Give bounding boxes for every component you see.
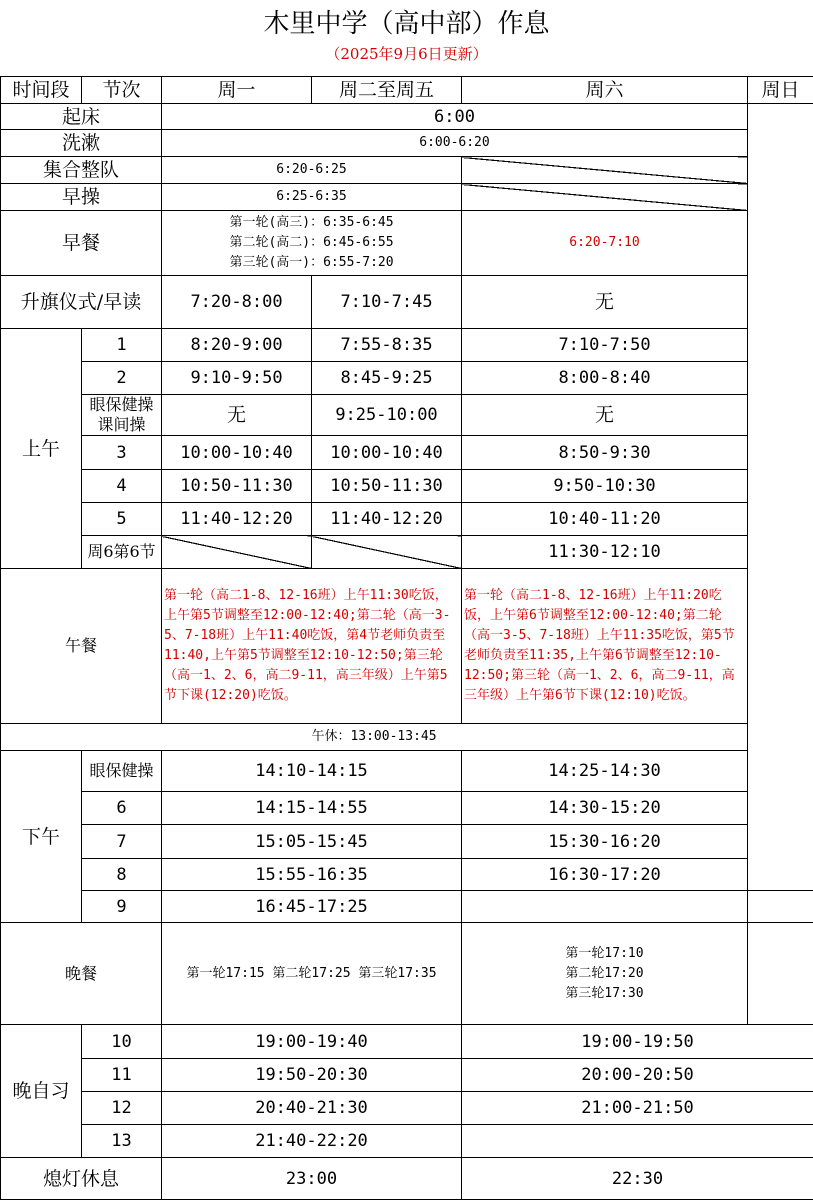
lesson-number: 8 bbox=[82, 859, 162, 891]
row-label-assembly: 集合整队 bbox=[1, 157, 162, 184]
header-period: 时间段 bbox=[1, 77, 82, 104]
eve-weekday: 19:50-20:30 bbox=[162, 1059, 462, 1092]
lesson-sat: 无 bbox=[462, 395, 748, 436]
flag-mon: 7:20-8:00 bbox=[162, 276, 312, 329]
header-tue-fri: 周二至周五 bbox=[312, 77, 462, 104]
pm-weekday: 15:55-16:35 bbox=[162, 859, 462, 891]
lesson-sat: 8:50-9:30 bbox=[462, 436, 748, 470]
lesson-sat: 8:00-8:40 bbox=[462, 362, 748, 395]
row-label-lunch: 午餐 bbox=[1, 569, 162, 724]
schedule-table bbox=[0, 76, 813, 1200]
row-label-wash: 洗漱 bbox=[1, 130, 162, 157]
lunch-weekday-note: 第一轮（高二1-8、12-16班）上午11:30吃饭，上午第5节调整至12:00-12:40;第二轮（高一3-5、7-18班）上午11:40吃饭，第4节老师负责至11:40,上午第5节调整至12:10-12:50;第三轮（高一1、2、6，高二9-11，高三年级）上午第5节下课(12:20)吃饭。 bbox=[162, 569, 462, 724]
lesson-mon: 10:50-11:30 bbox=[162, 470, 312, 503]
page-title: 木里中学（高中部）作息 bbox=[263, 9, 550, 39]
exercise-sat-empty bbox=[462, 184, 748, 211]
lesson-number: 4 bbox=[82, 470, 162, 503]
lesson-mon-empty bbox=[162, 536, 312, 569]
update-date: （2025年9月6日更新） bbox=[325, 45, 488, 63]
lesson-mon: 9:10-9:50 bbox=[162, 362, 312, 395]
eye-exercise-label: 眼保健操 bbox=[89, 395, 154, 414]
lesson-sat: 7:10-7:50 bbox=[462, 329, 748, 362]
dinner-sat bbox=[462, 923, 748, 1025]
flag-sat: 无 bbox=[462, 276, 748, 329]
pm-sat-empty bbox=[462, 891, 748, 923]
pm-weekday: 14:10-14:15 bbox=[162, 751, 462, 792]
assembly-sat-empty bbox=[462, 157, 748, 184]
dinner-sat-round-3: 第三轮17:30 bbox=[565, 985, 644, 1001]
pm-sat: 14:25-14:30 bbox=[462, 751, 748, 792]
header-sun: 周日 bbox=[748, 77, 813, 104]
lesson-number: 12 bbox=[82, 1092, 162, 1125]
lesson-number: 2 bbox=[82, 362, 162, 395]
pm-sat: 14:30-15:20 bbox=[462, 792, 748, 825]
lesson-number: 3 bbox=[82, 436, 162, 470]
sunday-empty bbox=[748, 891, 813, 923]
row-label-evening: 晚自习 bbox=[1, 1025, 82, 1158]
lesson-tue-fri: 7:55-8:35 bbox=[312, 329, 462, 362]
lesson-tue-fri-empty bbox=[312, 536, 462, 569]
eve-weekday: 21:40-22:20 bbox=[162, 1125, 462, 1158]
row-label-exercise: 早操 bbox=[1, 184, 162, 211]
eve-sat: 19:00-19:50 bbox=[462, 1025, 813, 1059]
lesson-sat: 11:30-12:10 bbox=[462, 536, 748, 569]
row-label-morning: 上午 bbox=[1, 329, 82, 569]
eve-weekday: 19:00-19:40 bbox=[162, 1025, 462, 1059]
lesson-mon: 11:40-12:20 bbox=[162, 503, 312, 536]
nap-time: 午休：13:00-13:45 bbox=[1, 724, 748, 751]
lesson-number: 5 bbox=[82, 503, 162, 536]
row-label-lights-out: 熄灯休息 bbox=[1, 1158, 162, 1200]
lesson-tue-fri: 9:25-10:00 bbox=[312, 395, 462, 436]
pm-weekday: 14:15-14:55 bbox=[162, 792, 462, 825]
header-sat: 周六 bbox=[462, 77, 748, 104]
exercise-time: 6:25-6:35 bbox=[162, 184, 462, 211]
row-label-breakfast: 早餐 bbox=[1, 211, 162, 276]
assembly-time: 6:20-6:25 bbox=[162, 157, 462, 184]
lesson-mon: 无 bbox=[162, 395, 312, 436]
sat-lesson-6-label: 周6第6节 bbox=[82, 536, 162, 569]
lesson-mon: 10:00-10:40 bbox=[162, 436, 312, 470]
lesson-tue-fri: 11:40-12:20 bbox=[312, 503, 462, 536]
lesson-tue-fri: 8:45-9:25 bbox=[312, 362, 462, 395]
lesson-number: 1 bbox=[82, 329, 162, 362]
eye-exercise-break-label bbox=[82, 395, 162, 436]
header-session: 节次 bbox=[82, 77, 162, 104]
row-label-dinner: 晚餐 bbox=[1, 923, 162, 1025]
breakfast-weekday bbox=[162, 211, 462, 276]
lesson-sat: 9:50-10:30 bbox=[462, 470, 748, 503]
eve-sat: 20:00-20:50 bbox=[462, 1059, 813, 1092]
break-exercise-label: 课间操 bbox=[97, 415, 146, 434]
wash-time: 6:00-6:20 bbox=[162, 130, 748, 157]
lesson-number: 13 bbox=[82, 1125, 162, 1158]
breakfast-sat: 6:20-7:10 bbox=[462, 211, 748, 276]
lesson-number: 7 bbox=[82, 825, 162, 859]
dinner-weekday: 第一轮17:15 第二轮17:25 第三轮17:35 bbox=[162, 923, 462, 1025]
wakeup-time: 6:00 bbox=[162, 104, 748, 130]
eve-sat-empty bbox=[462, 1125, 813, 1158]
lesson-number: 6 bbox=[82, 792, 162, 825]
eve-weekday: 20:40-21:30 bbox=[162, 1092, 462, 1125]
eye-exercise-pm-label: 眼保健操 bbox=[82, 751, 162, 792]
sunday-empty bbox=[748, 923, 813, 1025]
lesson-tue-fri: 10:50-11:30 bbox=[312, 470, 462, 503]
dinner-sat-round-1: 第一轮17:10 bbox=[565, 945, 644, 961]
pm-weekday: 16:45-17:25 bbox=[162, 891, 462, 923]
lights-out-sat: 22:30 bbox=[462, 1158, 813, 1200]
lesson-tue-fri: 10:00-10:40 bbox=[312, 436, 462, 470]
lesson-sat: 10:40-11:20 bbox=[462, 503, 748, 536]
pm-weekday: 15:05-15:45 bbox=[162, 825, 462, 859]
lesson-number: 11 bbox=[82, 1059, 162, 1092]
flag-tue-fri: 7:10-7:45 bbox=[312, 276, 462, 329]
lesson-mon: 8:20-9:00 bbox=[162, 329, 312, 362]
eve-sat: 21:00-21:50 bbox=[462, 1092, 813, 1125]
pm-sat: 15:30-16:20 bbox=[462, 825, 748, 859]
row-label-flag: 升旗仪式/早读 bbox=[1, 276, 162, 329]
lights-out-weekday: 23:00 bbox=[162, 1158, 462, 1200]
lunch-sat-note: 第一轮（高二1-8、12-16班）上午11:20吃饭，上午第6节调整至12:00-12:40;第二轮（高一3-5、7-18班）上午11:35吃饭，第5节老师负责至11:35,上午第6节调整至12:10-12:50;第三轮（高一1、2、6，高二9-11，高三年级）上午第6节下课(12:10)吃饭。 bbox=[462, 569, 748, 724]
row-label-wakeup: 起床 bbox=[1, 104, 162, 130]
dinner-sat-round-2: 第二轮17:20 bbox=[565, 965, 644, 981]
pm-sat: 16:30-17:20 bbox=[462, 859, 748, 891]
breakfast-round-3: 第三轮(高一)：6:55-7:20 bbox=[229, 255, 394, 270]
sunday-empty bbox=[748, 104, 813, 891]
lesson-number: 10 bbox=[82, 1025, 162, 1059]
lesson-number: 9 bbox=[82, 891, 162, 923]
breakfast-round-1: 第一轮(高三)：6:35-6:45 bbox=[229, 215, 394, 230]
row-label-afternoon: 下午 bbox=[1, 751, 82, 923]
breakfast-round-2: 第二轮(高二)：6:45-6:55 bbox=[229, 235, 394, 250]
header-mon: 周一 bbox=[162, 77, 312, 104]
